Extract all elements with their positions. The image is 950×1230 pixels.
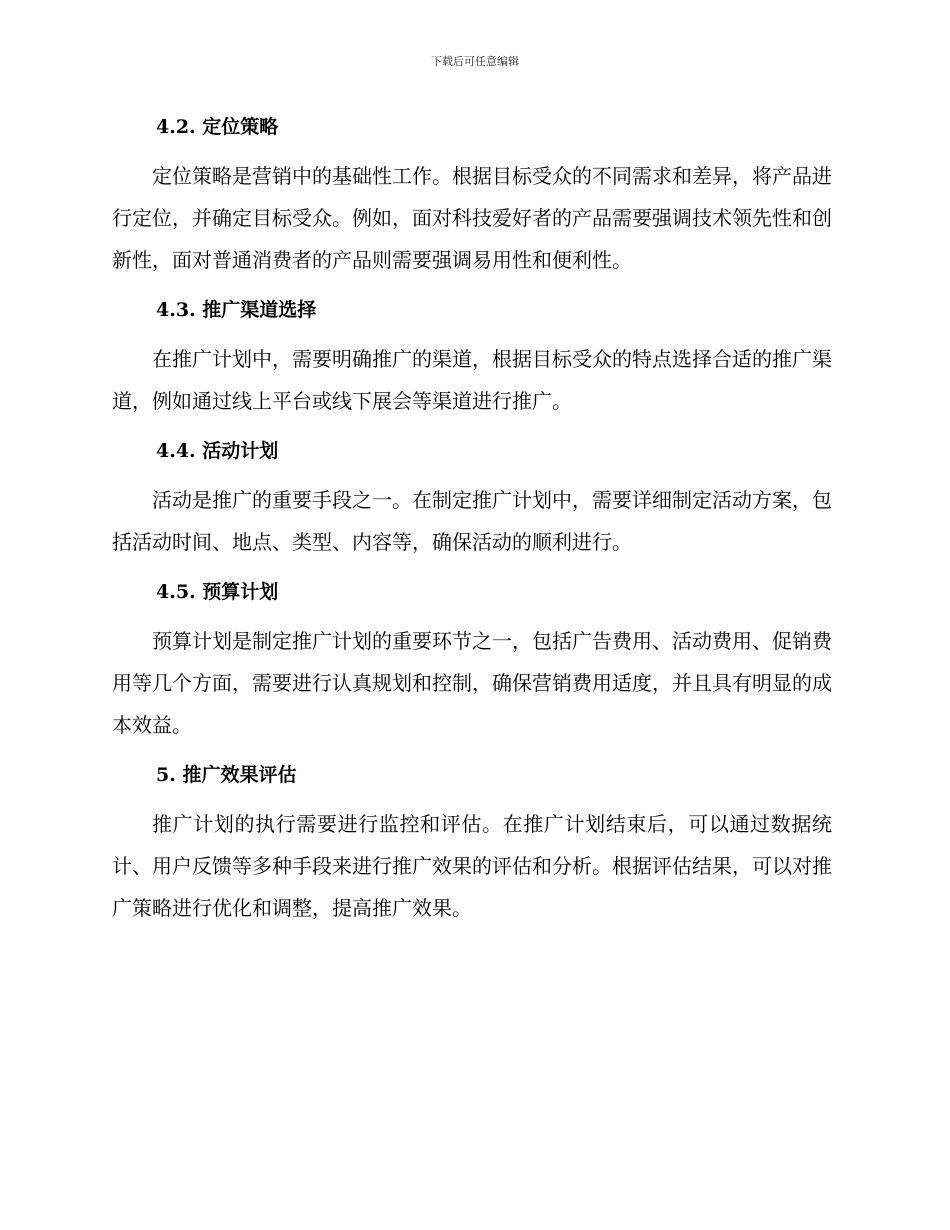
- section-heading: 4.5. 预算计划: [156, 581, 279, 603]
- section-paragraph: 预算计划是制定推广计划的重要环节之一，包括广告费用、活动费用、促销费用等几个方面，需要进行认真规划和控制，确保营销费用适度，并且具有明显的成本效益。: [112, 629, 832, 737]
- document-body: [112, 110, 832, 941]
- section-paragraph: 在推广计划中，需要明确推广的渠道，根据目标受众的特点选择合适的推广渠道，例如通过线上平台或线下展会等渠道进行推广。: [112, 347, 832, 413]
- section-budget-plan: [112, 575, 832, 746]
- section-heading: 4.4. 活动计划: [156, 440, 279, 462]
- page-header: 下载后可任意编辑: [431, 55, 519, 68]
- section-heading: 4.2. 定位策略: [156, 116, 279, 138]
- section-heading: 5. 推广效果评估: [156, 764, 297, 786]
- section-paragraph: 定位策略是营销中的基础性工作。根据目标受众的不同需求和差异，将产品进行定位，并确定目标受众。例如，面对科技爱好者的产品需要强调技术领先性和创新性，面对普通消费者的产品则需要强调易用性和便利性。: [112, 164, 832, 272]
- section-paragraph: 活动是推广的重要手段之一。在制定推广计划中，需要详细制定活动方案，包括活动时间、地点、类型、内容等，确保活动的顺利进行。: [112, 488, 832, 554]
- section-effect-evaluation: [112, 758, 832, 929]
- section-paragraph: 推广计划的执行需要进行监控和评估。在推广计划结束后，可以通过数据统计、用户反馈等多种手段来进行推广效果的评估和分析。根据评估结果，可以对推广策略进行优化和调整，提高推广效果。: [112, 812, 832, 920]
- section-channel-selection: [112, 293, 832, 422]
- section-activity-plan: [112, 434, 832, 563]
- section-heading: 4.3. 推广渠道选择: [156, 299, 317, 321]
- section-positioning-strategy: [112, 110, 832, 281]
